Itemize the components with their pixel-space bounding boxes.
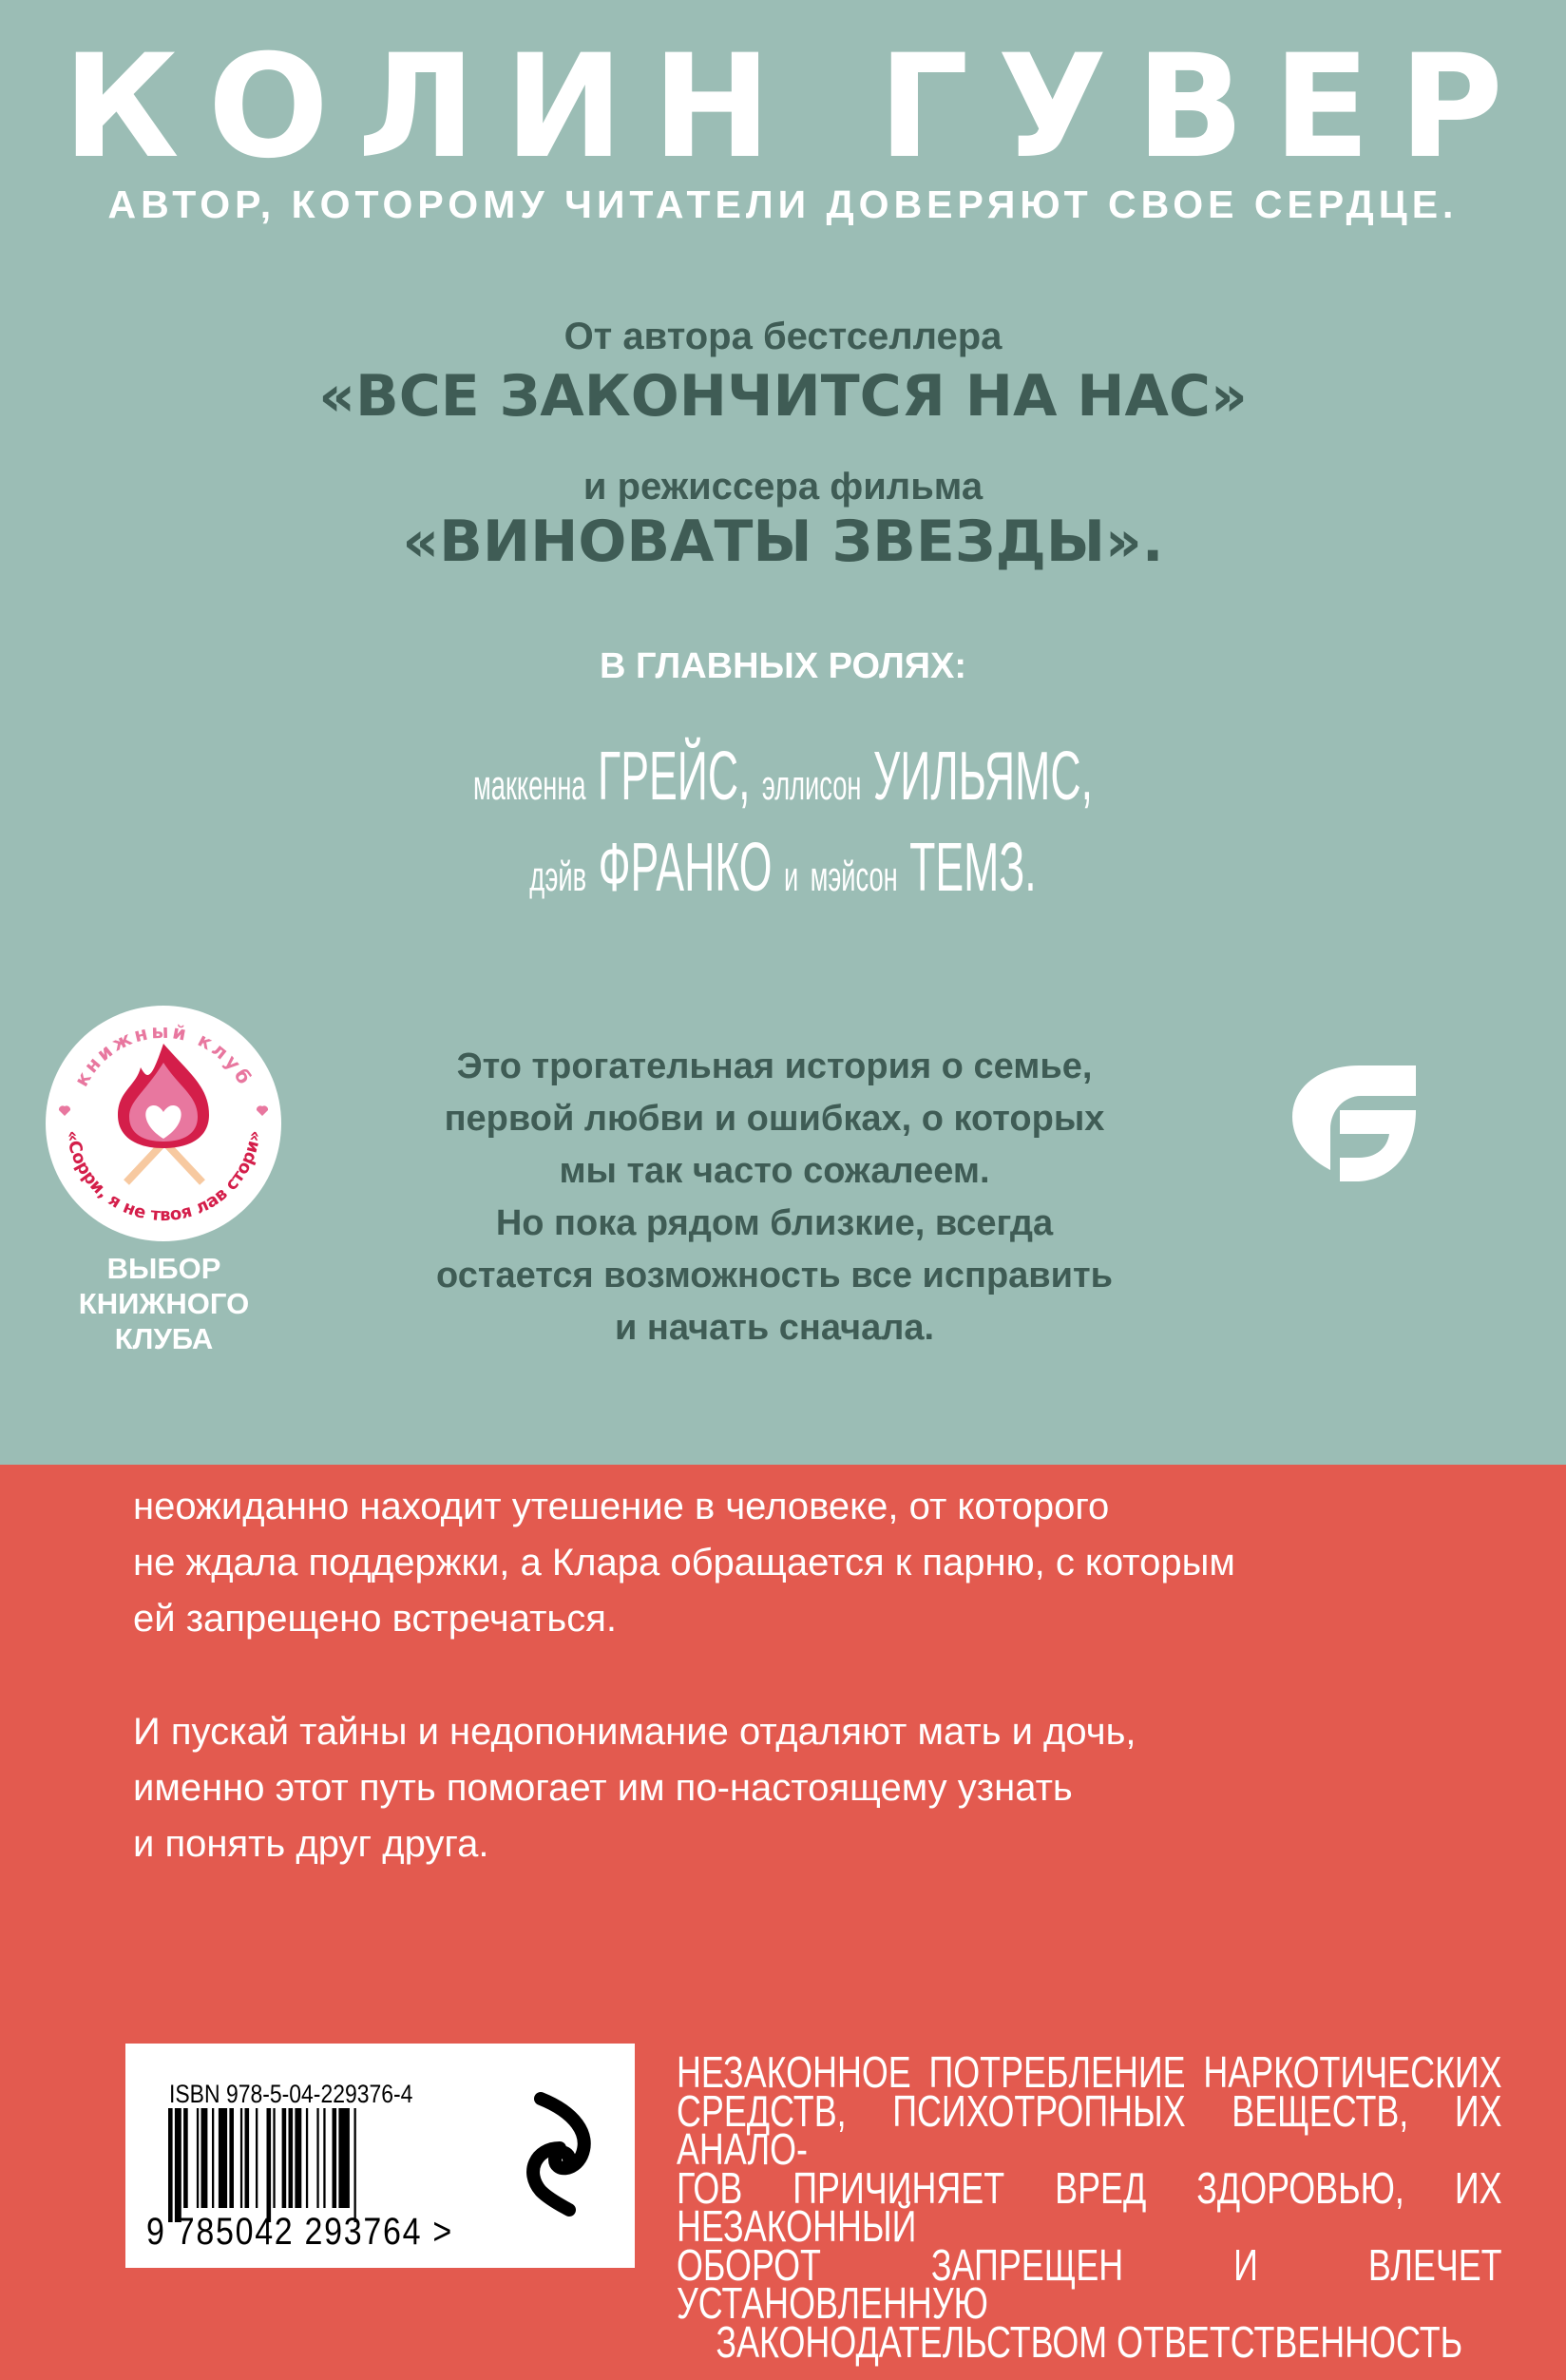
barcode-bar [333, 2108, 337, 2208]
barcode-bar [201, 2108, 208, 2208]
promo-line2: и режиссера фильма [582, 466, 984, 508]
description-line: первой любви и ошибках, о которых [444, 1099, 1105, 1139]
and-word: и [783, 854, 799, 900]
caption-line: ВЫБОР [106, 1252, 221, 1285]
barcode-bar [306, 2108, 308, 2208]
isbn-digits: 9 785042 293764 > [146, 2211, 453, 2253]
badge-top-text: книжный клуб [69, 1019, 258, 1091]
annotation-line: именно этот путь помогает им по-настоящему узнать [133, 1767, 1073, 1809]
barcode-bar [229, 2108, 234, 2208]
isbn-barcode-box [125, 2044, 635, 2268]
tagline: АВТОР, КОТОРОМУ ЧИТАТЕЛИ ДОВЕРЯЮТ СВОЕ СЕРДЦЕ. [107, 182, 1459, 226]
publisher-g-logo-icon [1292, 1058, 1421, 1186]
description [361, 1041, 1188, 1354]
barcode-icon [168, 2108, 415, 2222]
annotation-paragraph-2 [133, 1704, 1368, 1872]
legal-line: ГОВ ПРИЧИНЯЕТ ВРЕД ЗДОРОВЬЮ, ИХ НЕЗАКОННЫЙ [677, 2162, 1502, 2251]
cast-line-2 [297, 829, 1269, 907]
annotation-line: неожиданно находит утешение в человеке, от которого [133, 1486, 1110, 1527]
barcode-bar [338, 2108, 350, 2208]
barcode-bar [323, 2108, 325, 2208]
promo-film: «ВИНОВАТЫ ЗВЕЗДЫ». [402, 509, 1164, 575]
badge-bottom-text: «Сорри, я не твоя лав стори» [62, 1129, 265, 1226]
caption-line: КНИЖНОГО [78, 1287, 250, 1320]
description-line: Но пока рядом близкие, всегда [495, 1203, 1054, 1243]
legal-line: НЕЗАКОННОЕ ПОТРЕБЛЕНИЕ НАРКОТИЧЕСКИХ [677, 2047, 1502, 2097]
caption-line: КЛУБА [114, 1322, 214, 1355]
eksmo-logo-icon [517, 2091, 602, 2219]
annotation-line: и понять друг друга. [133, 1823, 489, 1865]
barcode-bar [240, 2108, 242, 2208]
annotation-line: ей запрещено встречаться. [133, 1598, 618, 1640]
actor-first: дэйв [529, 854, 587, 900]
description-line: и начать сначала. [614, 1308, 935, 1348]
promo-line1: От автора бестселлера [563, 316, 1003, 357]
cast-heading: В ГЛАВНЫХ РОЛЯХ: [599, 646, 967, 686]
book-club-badge [46, 1006, 281, 1241]
barcode-bar [267, 2108, 272, 2222]
legal-line: ЗАКОНОДАТЕЛЬСТВОМ ОТВЕТСТВЕННОСТЬ [716, 2316, 1463, 2367]
actor-last: ФРАНКО [598, 830, 773, 906]
book-club-caption [38, 1251, 290, 1356]
barcode-bar [175, 2108, 181, 2222]
isbn-label: ISBN 978-5-04-229376-4 [169, 2080, 413, 2108]
actor-last: УИЛЬЯМС, [872, 739, 1093, 815]
annotation-line: не ждала поддержки, а Клара обращается к парню, с которым [133, 1542, 1235, 1583]
actor-first: маккенна [473, 762, 586, 809]
barcode-bar [245, 2108, 250, 2208]
barcode-bar [295, 2108, 301, 2208]
annotation-paragraph-1 [133, 1479, 1368, 1647]
actor-first: мэйсон [810, 854, 898, 900]
legal-line: ОБОРОТ ЗАПРЕЩЕН И ВЛЕЧЕТ УСТАНОВЛЕННУЮ [677, 2239, 1502, 2328]
annotation-line: И пускай тайны и недопонимание отдаляют мать и дочь, [133, 1711, 1136, 1753]
barcode-bar [219, 2108, 227, 2208]
barcode-bar [282, 2108, 287, 2208]
barcode-bar [316, 2108, 318, 2208]
barcode-bar [289, 2108, 294, 2208]
barcode-bar [273, 2108, 275, 2208]
cast-line-1 [297, 738, 1269, 816]
barcode-bar [354, 2108, 356, 2222]
barcode-bar [212, 2108, 214, 2208]
legal-line: СРЕДСТВ, ПСИХОТРОПНЫХ ВЕЩЕСТВ, ИХ АНАЛО- [677, 2085, 1502, 2174]
description-line: Это трогательная история о семье, [456, 1046, 1093, 1086]
promo-book: «ВСЕ ЗАКОНЧИТСЯ НА НАС» [318, 363, 1248, 430]
description-line: мы так часто сожалеем. [559, 1151, 990, 1191]
description-line: остается возможность все исправить [435, 1256, 1114, 1296]
author-name: КОЛИН ГУВЕР [63, 25, 1532, 190]
barcode-bar [256, 2108, 258, 2208]
actor-last: ТЕМЗ. [909, 830, 1037, 906]
barcode-bar [197, 2108, 199, 2208]
actor-first: эллисон [761, 762, 862, 809]
barcode-bar [168, 2108, 173, 2222]
actor-last: ГРЕЙС, [598, 739, 751, 815]
barcode-bar [183, 2108, 188, 2208]
legal-warning [677, 2047, 1503, 2367]
